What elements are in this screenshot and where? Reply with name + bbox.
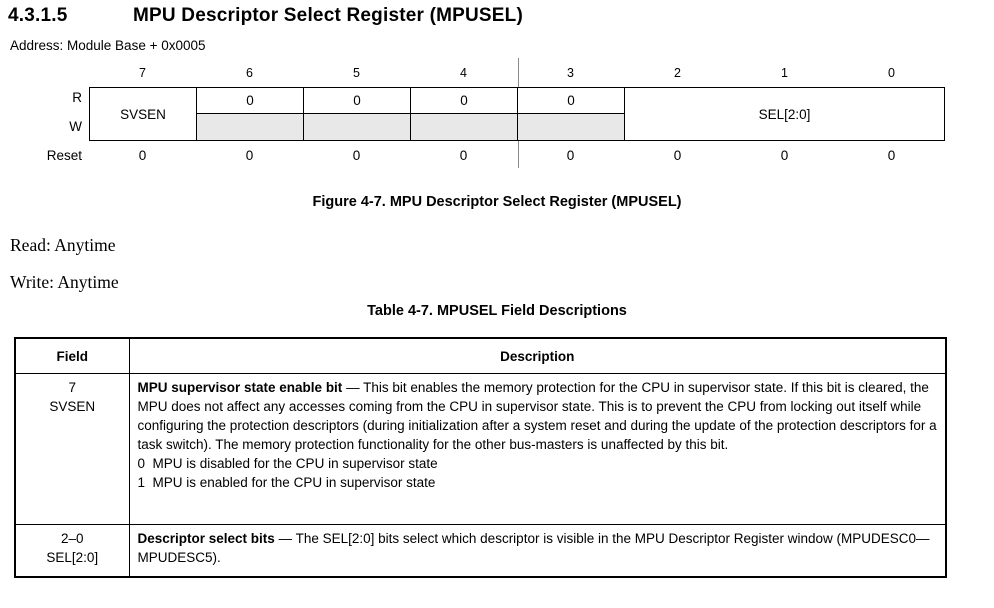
bit-number-0: 0 [888,66,895,80]
bit-number-2: 2 [674,66,681,80]
bit-number-1: 1 [781,66,788,80]
field-column-header: Field [15,338,129,374]
section-heading [8,5,523,27]
field-bits: 2–0 [60,531,84,546]
section-number: 4.3.1.5 [8,5,68,26]
value-meaning-line [138,454,938,473]
reset-value-1: 0 [780,148,789,163]
field-name: SVSEN [49,399,96,414]
register-address: Address: Module Base + 0x0005 [10,38,206,53]
page-title: MPU Descriptor Select Register (MPUSEL) [133,5,523,26]
bit-number-6: 6 [246,66,253,80]
field-term: MPU supervisor state enable bit [137,380,343,395]
table-caption: Table 4-7. MPUSEL Field Descriptions [367,303,627,319]
field-name: SEL[2:0] [46,550,99,565]
description-cell-svsen [129,374,946,525]
table-row [15,374,946,525]
bit-value-meaning: MPU is enabled for the CPU in supervisor state [152,475,436,490]
reset-value-5: 0 [352,148,361,163]
table-header-row [15,338,946,374]
read-row-label: R [72,90,82,105]
field-cell-svsen [15,374,129,525]
bitfield-sel: SEL[2:0] [758,106,811,122]
reset-value-6: 0 [245,148,254,163]
bit-number-7: 7 [139,66,146,80]
bit4-read-value: 0 [411,88,518,114]
bit5-write-shaded-cell [304,114,411,140]
field-description-table [14,337,947,578]
read-access-note: Read: Anytime [10,235,116,255]
reset-value-2: 0 [673,148,682,163]
bit-value-meaning: MPU is disabled for the CPU in supervisor state [152,456,438,471]
bit-number-4: 4 [460,66,467,80]
reset-value-7: 0 [138,148,147,163]
write-row-label: W [69,119,82,134]
write-access-note: Write: Anytime [10,272,119,292]
bit4-write-shaded-cell [411,114,518,140]
bit-value: 1 [137,475,146,490]
bit6-write-shaded-cell [197,114,304,140]
reset-row-label: Reset [46,148,82,163]
bit-number-3: 3 [567,66,574,80]
bit5-read-value: 0 [304,88,411,114]
bit-number-5: 5 [353,66,360,80]
reset-value-0: 0 [887,148,896,163]
description-column-header: Description [129,338,946,374]
description-cell-sel [129,525,946,578]
bit-value: 0 [137,456,146,471]
reset-value-4: 0 [459,148,468,163]
register-bit-diagram [0,58,994,172]
value-meaning-line [138,473,938,492]
field-cell-sel [15,525,129,578]
reset-value-row [89,148,945,163]
bit6-read-value: 0 [197,88,304,114]
table-row [15,525,946,578]
field-description: — The SEL[2:0] bits select which descriptor is visible in the MPU Descriptor Register window (MPUDESC0—MPUDESC5). [137,531,930,565]
field-description: — This bit enables the memory protection for the CPU in supervisor state. If this bit is cleared, the MPU does not affect any accesses coming from the CPU in supervisor state. This is to prevent the CPU from locking out itself while configuring the protection descriptors (during initialization after a system reset and during the update of the protection descriptors for a task switch). The memory protection functionality for the other bus-masters is unaffected by this bit. [137,380,937,452]
reset-value-3: 0 [566,148,575,163]
bitfield-svsen: SVSEN [90,88,197,140]
field-bits: 7 [68,380,76,395]
bit3-write-shaded-cell [518,114,625,140]
register-box [89,87,945,141]
bit3-read-value: 0 [518,88,625,114]
bit-number-row [89,66,945,80]
figure-caption: Figure 4-7. MPU Descriptor Select Register (MPUSEL) [312,194,682,210]
field-term: Descriptor select bits [137,531,275,546]
